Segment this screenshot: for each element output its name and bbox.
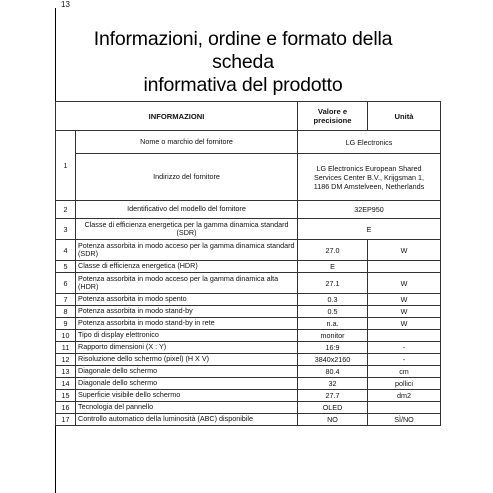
row-unit (368, 330, 441, 342)
table-row (56, 414, 441, 426)
row-label: Tecnologia del pannello (76, 402, 298, 414)
row-value: 27.1 (298, 273, 368, 294)
header-valore: Valore e precisione (298, 102, 368, 131)
row-number: 9 (56, 318, 76, 330)
table-row (56, 378, 441, 390)
table-row (56, 306, 441, 318)
row-label: Superficie visibile dello schermo (76, 390, 298, 402)
row-label: Classe di efficienza energetica (HDR) (76, 261, 298, 273)
row-unit (368, 261, 441, 273)
row-unit: W (368, 240, 441, 261)
row-unit: W (368, 306, 441, 318)
row-unit: - (368, 354, 441, 366)
row-unit (368, 402, 441, 414)
table-row (56, 294, 441, 306)
row-value: 27.7 (298, 390, 368, 402)
row-number: 2 (56, 201, 76, 219)
table-row (56, 273, 441, 294)
row-unit: - (368, 342, 441, 354)
row-number: 1 (56, 131, 76, 201)
header-unita: Unità (368, 102, 441, 131)
row-number: 12 (56, 354, 76, 366)
title-line-1: Informazioni, ordine e formato della scheda (93, 28, 393, 73)
table-row (56, 390, 441, 402)
row-value: 16:9 (298, 342, 368, 354)
row-unit: SÌ/NO (368, 414, 441, 426)
row-value-address (298, 154, 441, 201)
row-unit: W (368, 294, 441, 306)
row-label: Identificativo del modello del fornitore (76, 201, 298, 219)
row-value: 0.3 (298, 294, 368, 306)
table-row (56, 318, 441, 330)
row-number: 16 (56, 402, 76, 414)
row-value: 32 (298, 378, 368, 390)
table-row-supplier-name (56, 131, 441, 154)
row-value: 27.0 (298, 240, 368, 261)
row-number: 17 (56, 414, 76, 426)
row-value: n.a. (298, 318, 368, 330)
row-label: Risoluzione dello schermo (pixel) (H X V) (76, 354, 298, 366)
row-label: Classe di efficienza energetica per la gamma dinamica standard (SDR) (76, 219, 298, 240)
table-row (56, 261, 441, 273)
row-number: 14 (56, 378, 76, 390)
row-number: 3 (56, 219, 76, 240)
row-number: 13 (56, 366, 76, 378)
row-number: 4 (56, 240, 76, 261)
table-row-supplier-address (56, 154, 441, 201)
row-value: 32EP950 (298, 201, 441, 219)
row-value: 0.5 (298, 306, 368, 318)
row-number: 15 (56, 390, 76, 402)
row-unit: dm2 (368, 390, 441, 402)
row-number: 11 (56, 342, 76, 354)
header-informazioni: INFORMAZIONI (56, 102, 298, 131)
row-number: 7 (56, 294, 76, 306)
title-line-2: informativa del prodotto (143, 74, 343, 96)
row-label: Potenza assorbita in modo acceso per la gamma dinamica alta (HDR) (76, 273, 298, 294)
table-header-row (56, 102, 441, 131)
row-number: 6 (56, 273, 76, 294)
row-label: Potenza assorbita in modo stand-by (76, 306, 298, 318)
row-unit: W (368, 273, 441, 294)
page-number: 13 (61, 0, 70, 9)
row-number: 8 (56, 306, 76, 318)
row-value: monitor (298, 330, 368, 342)
table-row (56, 354, 441, 366)
row-value: NO (298, 414, 368, 426)
table-row (56, 240, 441, 261)
row-label: Nome o marchio del fornitore (76, 131, 298, 154)
table-row (56, 342, 441, 354)
row-label: Rapporto dimensioni (X : Y) (76, 342, 298, 354)
row-label: Potenza assorbita in modo acceso per la gamma dinamica standard (SDR) (76, 240, 298, 261)
row-value: E (298, 219, 441, 240)
address-line-1: LG Electronics European Shared (316, 163, 422, 173)
row-value: 80.4 (298, 366, 368, 378)
row-label: Tipo di display elettronico (76, 330, 298, 342)
table-row (56, 330, 441, 342)
row-number: 10 (56, 330, 76, 342)
row-value: E (298, 261, 368, 273)
row-label: Potenza assorbita in modo spento (76, 294, 298, 306)
row-label: Controllo automatico della luminosità (ABC) disponibile (76, 414, 298, 426)
row-label: Diagonale dello schermo (76, 366, 298, 378)
row-label: Potenza assorbita in modo stand-by in rete (76, 318, 298, 330)
document-title (68, 28, 418, 97)
table-row-model (56, 201, 441, 219)
table-row (56, 402, 441, 414)
table-row (56, 366, 441, 378)
product-info-table (55, 101, 441, 426)
row-unit: pollici (368, 378, 441, 390)
row-number: 5 (56, 261, 76, 273)
row-value: LG Electronics (298, 131, 441, 154)
row-value: OLED (298, 402, 368, 414)
row-unit: W (368, 318, 441, 330)
row-unit: cm (368, 366, 441, 378)
row-label: Diagonale dello schermo (76, 378, 298, 390)
table-row-sdr-class (56, 219, 441, 240)
table-body (56, 240, 441, 426)
row-label: Indirizzo del fornitore (76, 154, 298, 201)
row-value: 3840x2160 (298, 354, 368, 366)
address-line-3: 1186 DM Amstelveen, Netherlands (313, 181, 425, 191)
address-line-2: Services Center B.V., Krijgsman 1, (314, 172, 424, 182)
